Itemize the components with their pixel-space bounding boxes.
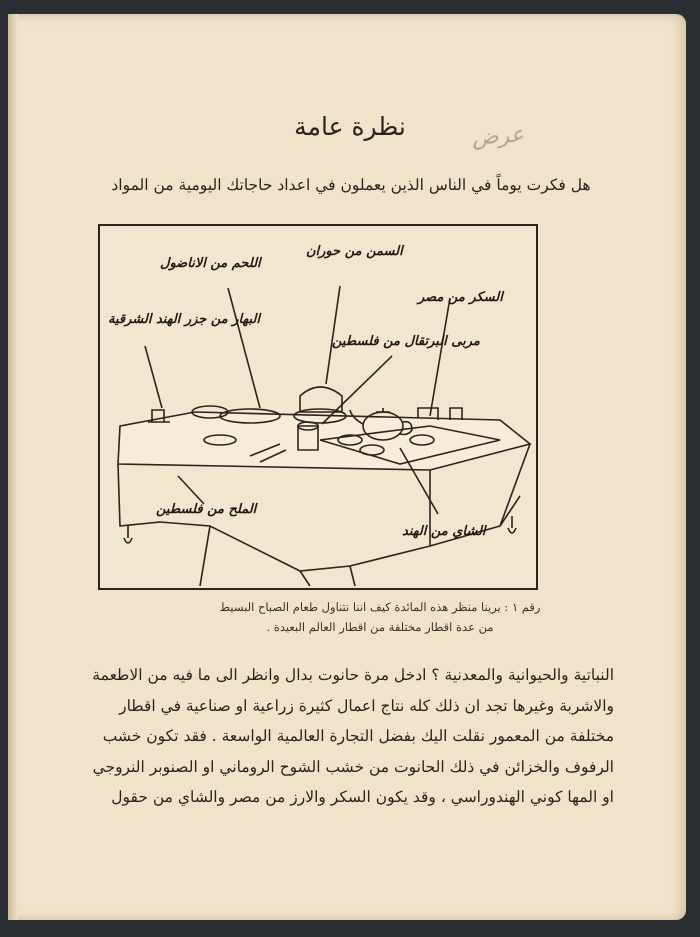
- label-ghee: السمن من حوران: [306, 244, 403, 259]
- intro-line: هل فكرت يوماً في الناس الذين يعملون في اعداد حاجاتك اليومية من المواد: [111, 176, 591, 194]
- page-title: نظرة عامة: [294, 112, 406, 141]
- breakfast-table-illustration: [98, 224, 538, 590]
- body-paragraph: [34, 660, 614, 813]
- body-line: والاشربة وغيرها تجد ان ذلك كله نتاج اعمال كثيرة زراعية او صناعية في اقطار: [119, 696, 614, 715]
- body-line: النباتية والحيوانية والمعدنية ؟ ادخل مرة حانوت بدال وانظر الى ما فيه من الاطعمة: [92, 666, 614, 684]
- body-line: او المها كوني الهندوراسي ، وقد يكون السكر والارز من مصر والشاي من حقول: [111, 788, 614, 806]
- body-line: مختلفة من المعمور نقلت اليك بفضل التجارة العالمية الواسعة . فقد تكون خشب: [102, 727, 614, 745]
- label-meat: اللحم من الاناضول: [160, 256, 261, 271]
- page-spine-shadow: [8, 14, 18, 920]
- label-sugar: السكر من مصر: [418, 290, 503, 305]
- body-line: الرفوف والخزائن في ذلك الحانوت من خشب الشوح الروماني او الصنوبر النروجي: [92, 757, 614, 776]
- label-jam: مربى البرتقال من فلسطين: [332, 334, 480, 349]
- label-salt: الملح من فلسطين: [156, 502, 257, 517]
- label-tea: الشاي من الهند: [402, 524, 486, 539]
- figure-caption-line-1: رقم ١ : يرينا منظر هذه المائدة كيف اننا نتناول طعام الصباح البسيط: [219, 600, 541, 614]
- figure-caption-line-2: من عدة اقطار مختلفة من اقطار العالم البعيدة .: [266, 620, 494, 634]
- label-spices: البهار من جزر الهند الشرقية: [108, 312, 260, 327]
- pencil-annotation: عرض: [471, 122, 525, 151]
